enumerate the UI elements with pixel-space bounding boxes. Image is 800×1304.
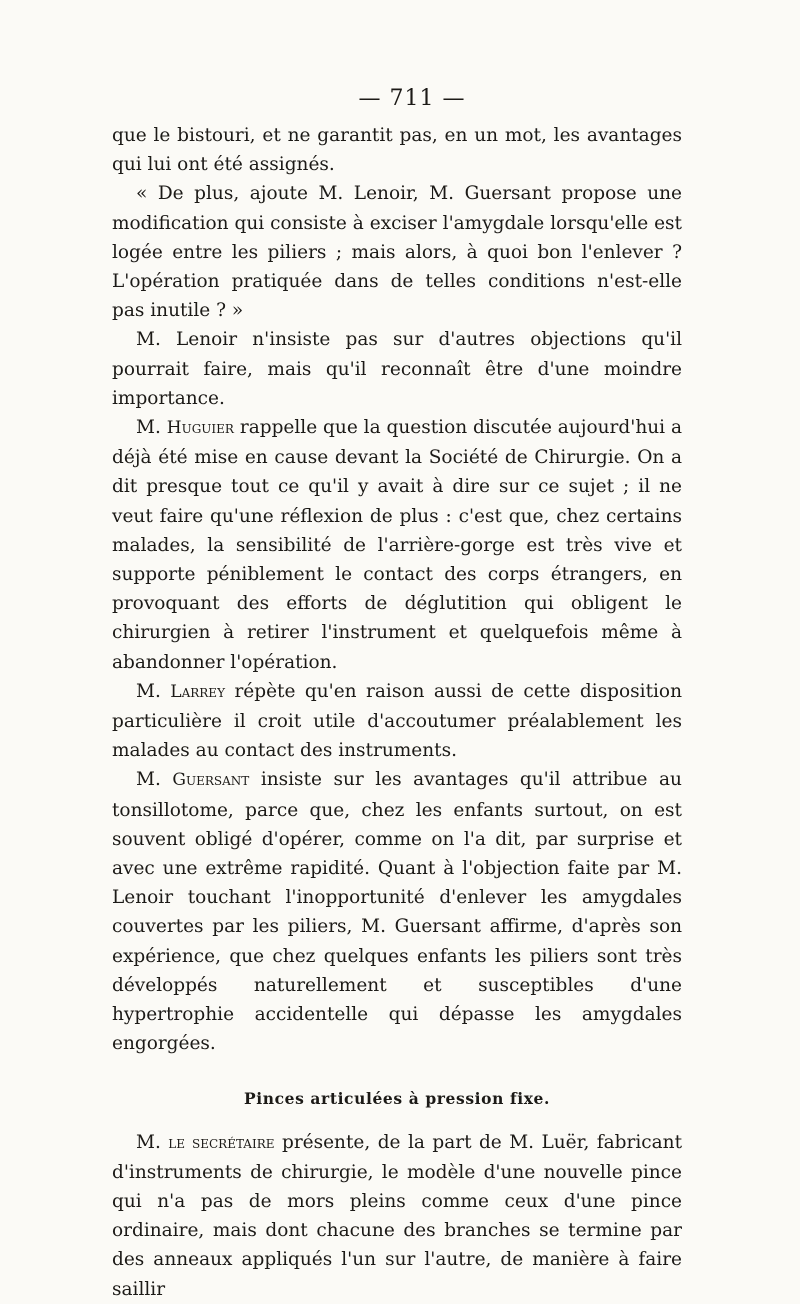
paragraph-guersant — [112, 765, 682, 1058]
speaker-prefix: M. — [136, 769, 161, 791]
speaker-name-guersant: Guersant — [172, 770, 250, 791]
speaker-name-secretaire: le secrétaire — [168, 1132, 275, 1153]
page-number: — 711 — — [358, 86, 466, 111]
document-page — [112, 86, 682, 1304]
speaker-name-larrey: Larrey — [170, 681, 225, 702]
speaker-name-huguier: Huguier — [166, 418, 234, 439]
paragraph-5-text: répète qu'en raison aussi de cette disposition particulière il croit utile d'accoutumer préalablement les malades au contact des instruments. — [112, 680, 682, 762]
speaker-prefix: M. — [136, 417, 161, 439]
paragraph-2: « De plus, ajoute M. Lenoir, M. Guersant propose une modification qui consiste à exciser l'amygdale lorsqu'elle est logée entre les piliers ; mais alors, à quoi bon l'enlever ? L'opération pratiquée dans de telles conditions n'est-elle pas inutile ? » — [112, 183, 682, 322]
paragraph-1: que le bistouri, et ne garantit pas, en un mot, les avantages qui lui ont été assignés. — [112, 125, 682, 176]
speaker-prefix: M. — [136, 680, 161, 702]
section-heading: Pinces articulées à pression fixe. — [243, 1088, 551, 1108]
paragraph-larrey — [112, 677, 682, 766]
paragraph-7-text: présente, de la part de M. Luër, fabricant d'instruments de chirurgie, le modèle d'une nouvelle pince qui n'a pas de mors pleins comme ceux d'une pince ordinaire, mais dont chacune des branches se termine par des anneaux appliqués l'un sur l'autre, de manière à faire saillir — [112, 1131, 682, 1300]
paragraph-4-text: rappelle que la question discutée aujourd'hui a déjà été mise en cause devant la Société de Chirurgie. On a dit presque tout ce qu'il y avait à dire sur ce sujet ; il ne veut faire qu'une réflexion de plus : c'est que, chez certains malades, la sensibilité de l'arrière-gorge est très vive et supporte péniblement le contact des corps étrangers, en provoquant des efforts de déglutition qui obligent le chirurgien à retirer l'instrument et quelquefois même à abandonner l'opération. — [112, 417, 683, 673]
paragraph-secretaire — [112, 1128, 682, 1304]
paragraph-3: M. Lenoir n'insiste pas sur d'autres objections qu'il pourrait faire, mais qu'il reconnaît être d'une moindre importance. — [112, 329, 682, 409]
paragraph-6-text: insiste sur les avantages qu'il attribue au tonsillotome, parce que, chez les enfants surtout, on est souvent obligé d'opérer, comme on l'a dit, par surprise et avec une extrême rapidité. Quant à l'objection faite par M. Lenoir touchant l'inopportunité d'enlever les amygdales couvertes par les piliers, M. Guersant affirme, d'après son expérience, que chez quelques enfants les piliers sont très développés naturellement et susceptibles d'une hypertrophie accidentelle qui dépasse les amygdales engorgées. — [112, 769, 682, 1055]
speaker-prefix: M. — [136, 1131, 161, 1153]
paragraph-huguier — [112, 413, 682, 677]
